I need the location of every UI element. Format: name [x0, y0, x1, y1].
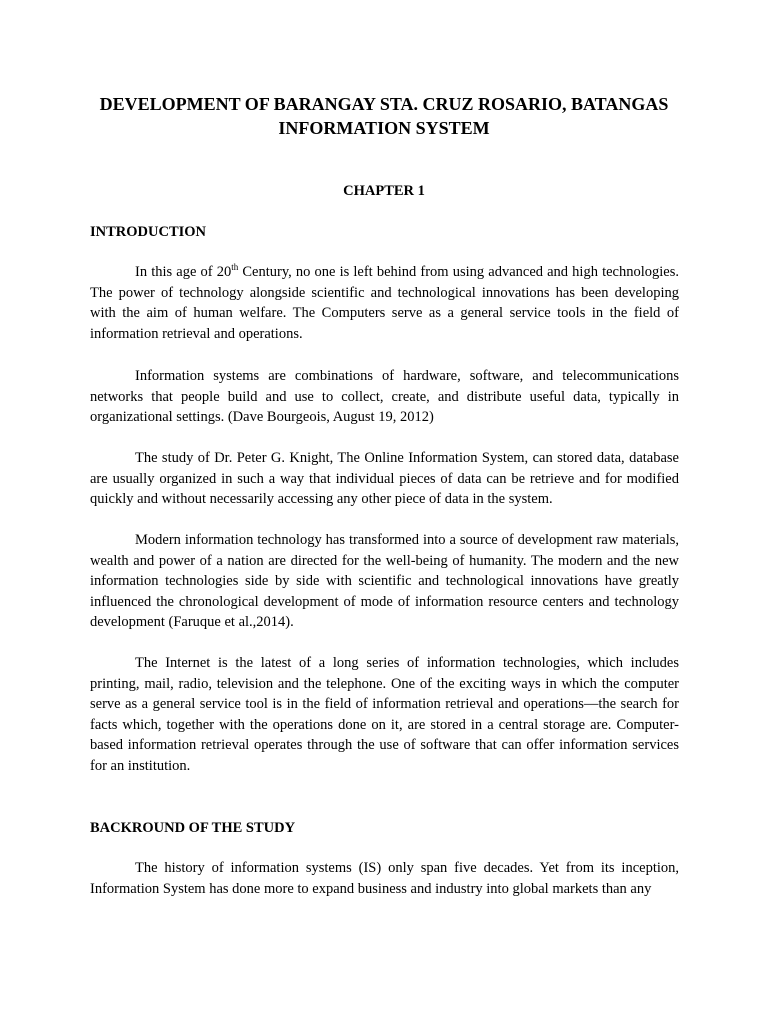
paragraph-2: Information systems are combinations of hardware, software, and telecommunications networks that people build and use to collect, create, and distribute useful data, typically in organizational settings. (Dave Bourgeois, August 19, 2012) [90, 368, 679, 426]
paragraph-1 [90, 262, 679, 344]
title-line-1: DEVELOPMENT OF BARANGAY STA. CRUZ ROSARIO, BATANGAS [99, 94, 669, 114]
paragraph-4: Modern information technology has transformed into a source of development raw materials, wealth and power of a nation are directed for the well-being of humanity. The modern and the new information technologies side by side with scientific and technological innovations have greatly influenced the chronological development of mode of information resource centers and technology development (Faruque et al.,2014). [90, 532, 679, 631]
paragraph-6: The history of information systems (IS) only span five decades. Yet from its inception, Information System has done more to expand business and industry into global markets than any [90, 860, 679, 897]
document-title [60, 92, 708, 140]
background-heading: BACKROUND OF THE STUDY [90, 820, 296, 836]
introduction-heading: INTRODUCTION [90, 224, 207, 240]
title-line-2: INFORMATION SYSTEM [278, 118, 490, 138]
chapter-heading: CHAPTER 1 [343, 183, 425, 199]
paragraph-5: The Internet is the latest of a long series of information technologies, which includes printing, mail, radio, television and the telephone. One of the exciting ways in which the computer serve as a general service tool is in the field of information retrieval and operations—the search for facts which, together with the operations done on it, are stored in a central storage are. Computer-based information retrieval operates through the use of software that can offer information services for an institution. [90, 655, 679, 774]
paragraph-3: The study of Dr. Peter G. Knight, The Online Information System, can stored data, database are usually organized in such a way that individual pieces of data can be retrieve and for modified quickly and without necessarily accessing any other piece of data in the system. [90, 450, 679, 508]
paragraph-1-text-end: Century, no one is left behind from using advanced and high technologies. The power of technology alongside scientific and technological innovations has been developing with the aim of human welfare. The Computers serve as a general service tools in the field of information retrieval and operations. [90, 264, 679, 342]
paragraph-1-superscript: th [231, 262, 239, 272]
paragraph-1-text-start: In this age of 20 [135, 264, 232, 280]
